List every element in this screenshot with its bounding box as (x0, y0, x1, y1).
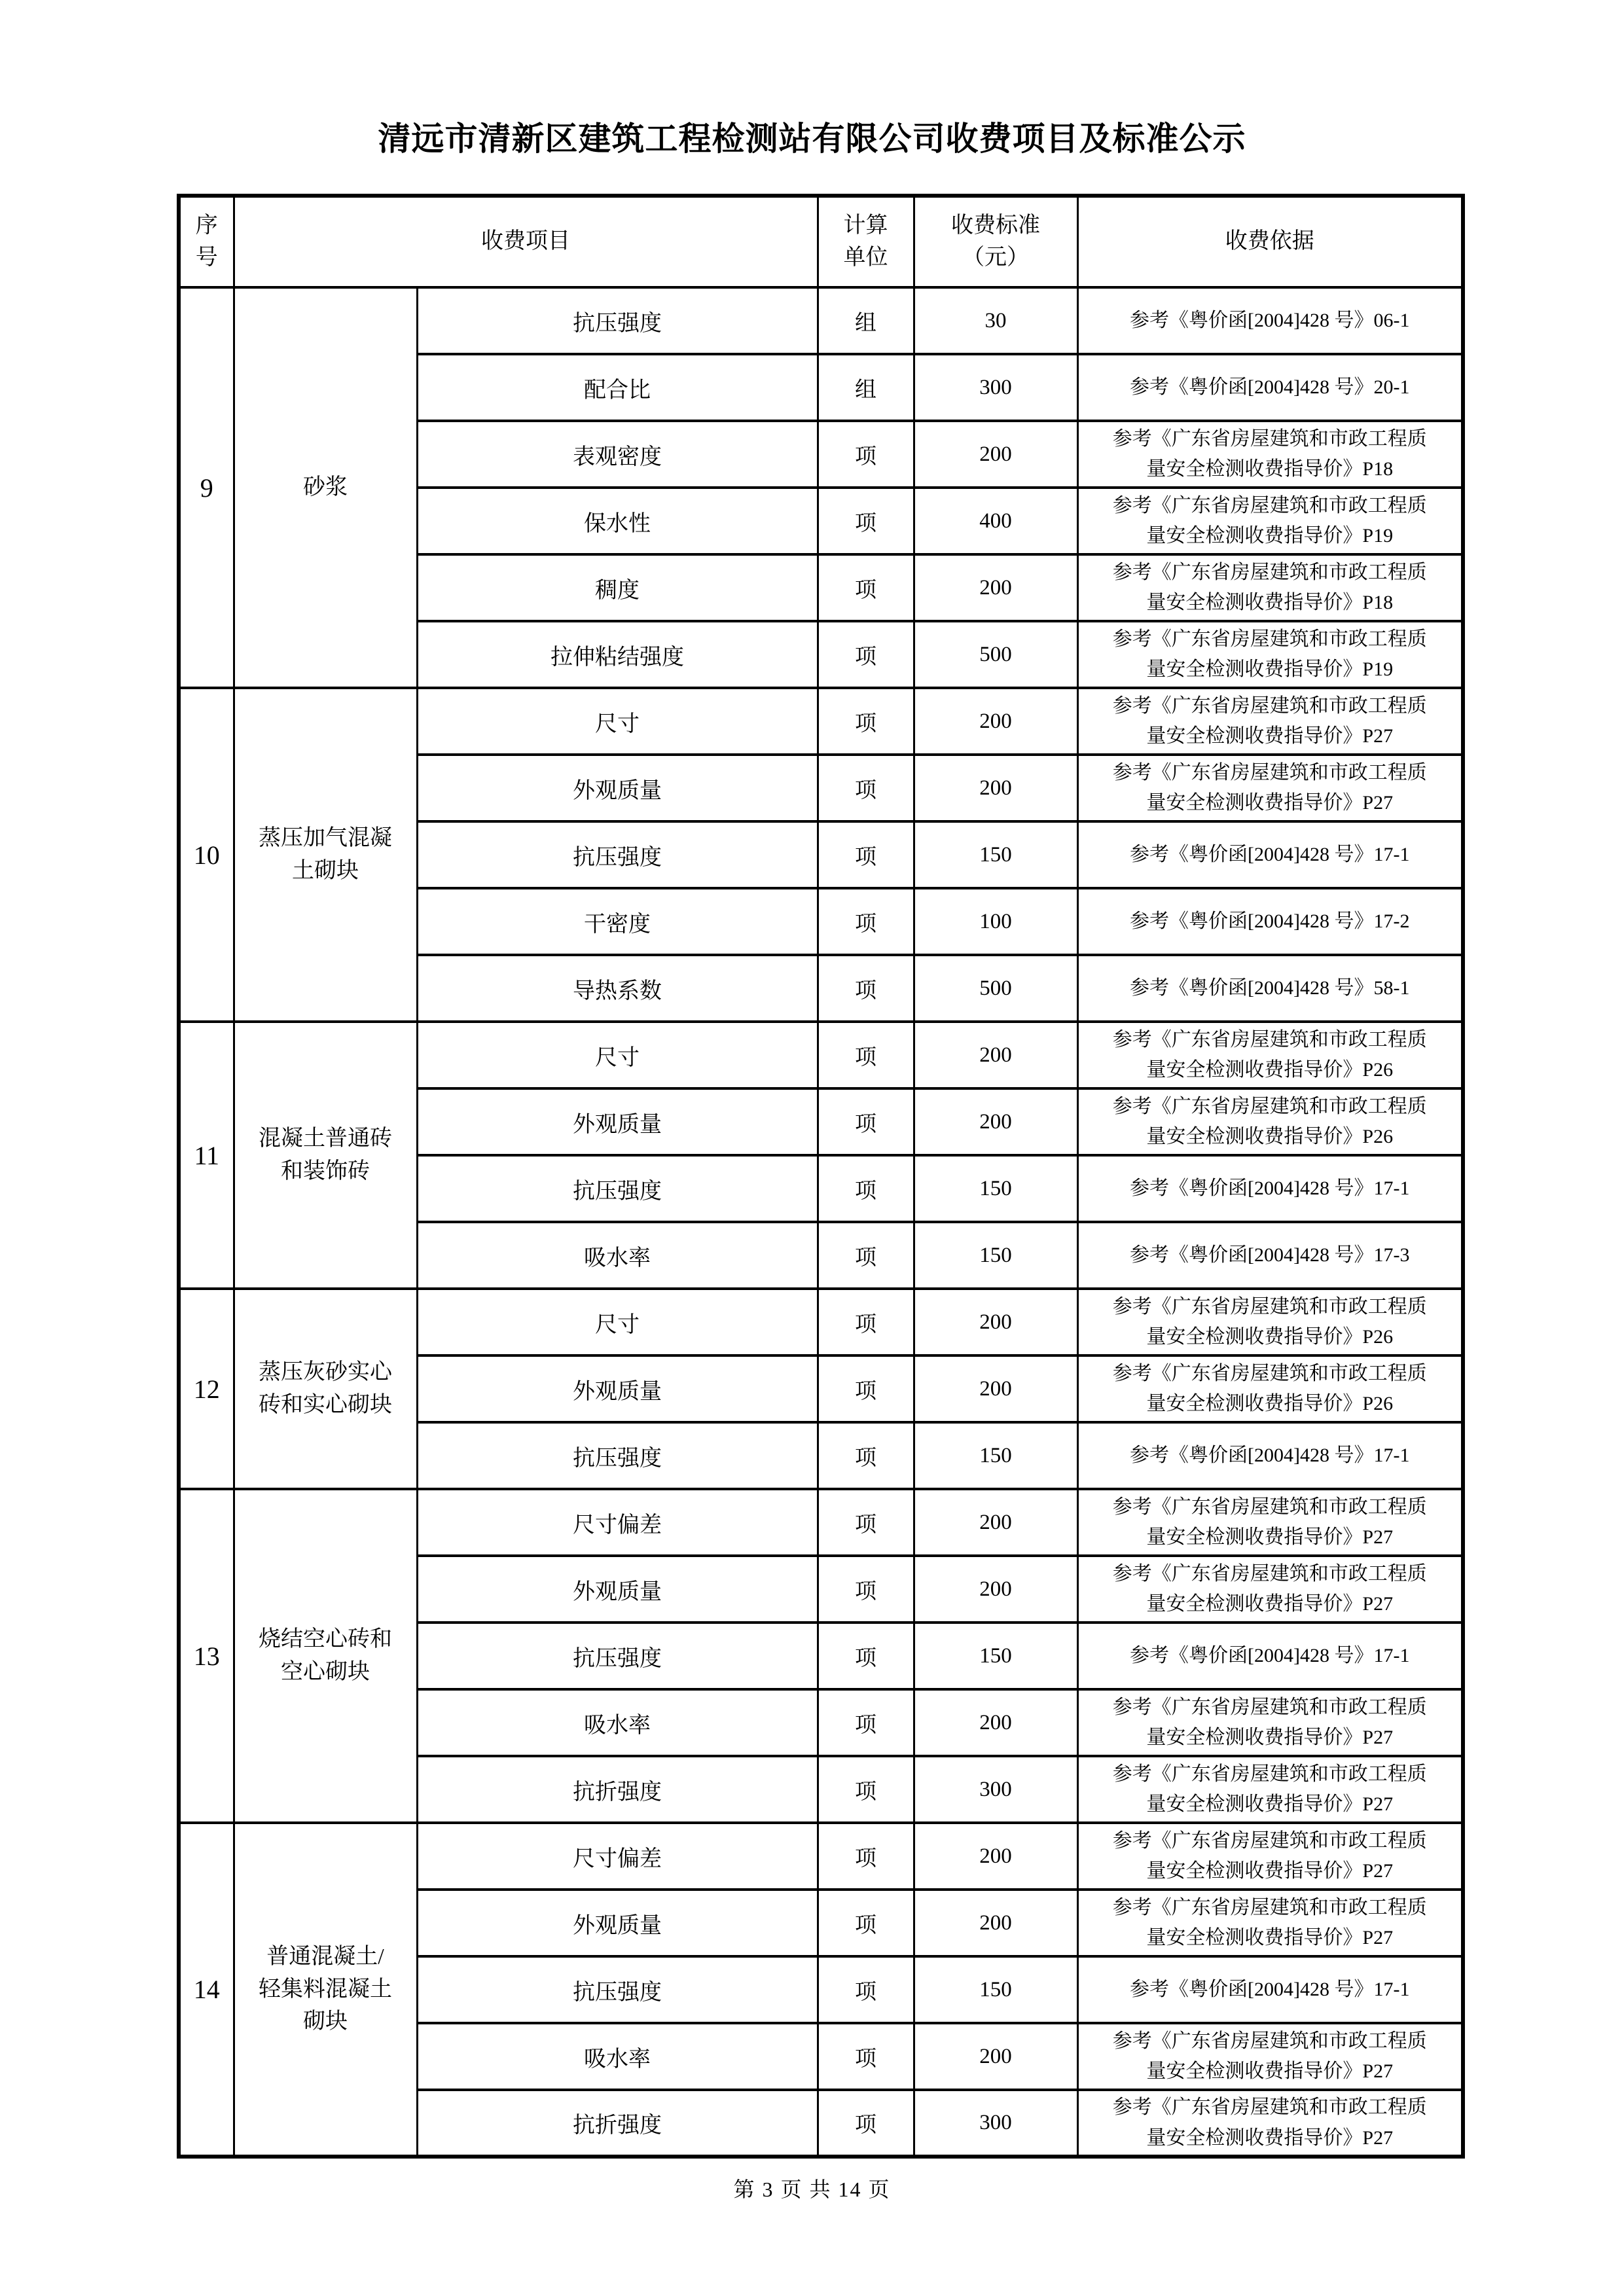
item-fee: 200 (914, 1823, 1077, 1890)
item-unit: 组 (818, 354, 914, 421)
table-row (179, 287, 1463, 354)
item-unit: 项 (818, 2023, 914, 2090)
item-basis: 参考《广东省房屋建筑和市政工程质量安全检测收费指导价》P27 (1077, 1756, 1463, 1823)
header-row (179, 196, 1463, 287)
item-unit: 组 (818, 287, 914, 354)
item-basis: 参考《广东省房屋建筑和市政工程质量安全检测收费指导价》P27 (1077, 2023, 1463, 2090)
item-fee: 150 (914, 1956, 1077, 2023)
item-fee: 300 (914, 354, 1077, 421)
item-unit: 项 (818, 1689, 914, 1756)
item-unit: 项 (818, 888, 914, 955)
item-unit: 项 (818, 1222, 914, 1289)
table-row (179, 1022, 1463, 1088)
header-unit: 计算单位 (818, 196, 914, 287)
group-category: 烧结空心砖和空心砌块 (234, 1489, 417, 1823)
item-basis: 参考《广东省房屋建筑和市政工程质量安全检测收费指导价》P27 (1077, 688, 1463, 755)
item-unit: 项 (818, 1355, 914, 1422)
fee-table (177, 194, 1465, 2159)
item-fee: 200 (914, 421, 1077, 488)
item-name: 干密度 (417, 888, 818, 955)
item-unit: 项 (818, 1289, 914, 1355)
item-name: 抗压强度 (417, 287, 818, 354)
group-index: 13 (179, 1489, 234, 1823)
item-basis: 参考《粤价函[2004]428 号》58-1 (1077, 955, 1463, 1022)
item-name: 拉伸粘结强度 (417, 621, 818, 688)
item-name: 抗折强度 (417, 1756, 818, 1823)
item-name: 尺寸 (417, 1022, 818, 1088)
item-basis: 参考《广东省房屋建筑和市政工程质量安全检测收费指导价》P19 (1077, 621, 1463, 688)
header-standard: 收费标准（元） (914, 196, 1077, 287)
item-fee: 150 (914, 1155, 1077, 1222)
item-unit: 项 (818, 1756, 914, 1823)
item-fee: 200 (914, 1088, 1077, 1155)
item-name: 吸水率 (417, 1689, 818, 1756)
item-fee: 300 (914, 2090, 1077, 2157)
group-category: 蒸压加气混凝土砌块 (234, 688, 417, 1022)
item-unit: 项 (818, 1956, 914, 2023)
item-fee: 200 (914, 2023, 1077, 2090)
item-basis: 参考《广东省房屋建筑和市政工程质量安全检测收费指导价》P18 (1077, 554, 1463, 621)
item-fee: 500 (914, 955, 1077, 1022)
page-title: 清远市清新区建筑工程检测站有限公司收费项目及标准公示 (378, 120, 1246, 157)
group-index: 11 (179, 1022, 234, 1289)
group-index: 10 (179, 688, 234, 1022)
item-fee: 200 (914, 1890, 1077, 1956)
item-name: 外观质量 (417, 1088, 818, 1155)
item-name: 表观密度 (417, 421, 818, 488)
item-basis: 参考《广东省房屋建筑和市政工程质量安全检测收费指导价》P27 (1077, 755, 1463, 821)
group-index: 9 (179, 287, 234, 688)
item-name: 外观质量 (417, 1890, 818, 1956)
item-unit: 项 (818, 621, 914, 688)
item-unit: 项 (818, 955, 914, 1022)
table-row (179, 688, 1463, 755)
item-name: 尺寸 (417, 688, 818, 755)
item-basis: 参考《粤价函[2004]428 号》17-1 (1077, 1155, 1463, 1222)
item-fee: 150 (914, 1623, 1077, 1689)
group-category: 砂浆 (234, 287, 417, 688)
item-name: 抗压强度 (417, 1155, 818, 1222)
item-basis: 参考《粤价函[2004]428 号》17-1 (1077, 1623, 1463, 1689)
item-fee: 200 (914, 755, 1077, 821)
item-name: 尺寸偏差 (417, 1489, 818, 1556)
item-fee: 200 (914, 1489, 1077, 1556)
item-name: 吸水率 (417, 1222, 818, 1289)
item-basis: 参考《广东省房屋建筑和市政工程质量安全检测收费指导价》P27 (1077, 1556, 1463, 1623)
item-basis: 参考《粤价函[2004]428 号》17-1 (1077, 821, 1463, 888)
item-unit: 项 (818, 554, 914, 621)
item-basis: 参考《广东省房屋建筑和市政工程质量安全检测收费指导价》P27 (1077, 2090, 1463, 2157)
table-row (179, 1823, 1463, 1890)
item-basis: 参考《广东省房屋建筑和市政工程质量安全检测收费指导价》P26 (1077, 1088, 1463, 1155)
item-fee: 100 (914, 888, 1077, 955)
item-basis: 参考《粤价函[2004]428 号》20-1 (1077, 354, 1463, 421)
item-basis: 参考《粤价函[2004]428 号》17-1 (1077, 1422, 1463, 1489)
item-unit: 项 (818, 1155, 914, 1222)
header-basis: 收费依据 (1077, 196, 1463, 287)
item-fee: 200 (914, 1556, 1077, 1623)
item-name: 抗压强度 (417, 821, 818, 888)
item-name: 保水性 (417, 488, 818, 554)
item-basis: 参考《粤价函[2004]428 号》17-1 (1077, 1956, 1463, 2023)
item-name: 配合比 (417, 354, 818, 421)
group-index: 14 (179, 1823, 234, 2157)
item-fee: 300 (914, 1756, 1077, 1823)
item-name: 抗压强度 (417, 1422, 818, 1489)
item-unit: 项 (818, 421, 914, 488)
item-fee: 150 (914, 1222, 1077, 1289)
item-unit: 项 (818, 488, 914, 554)
item-basis: 参考《广东省房屋建筑和市政工程质量安全检测收费指导价》P27 (1077, 1489, 1463, 1556)
header-item: 收费项目 (234, 196, 818, 287)
item-unit: 项 (818, 1623, 914, 1689)
item-fee: 30 (914, 287, 1077, 354)
item-name: 外观质量 (417, 1556, 818, 1623)
item-name: 尺寸偏差 (417, 1823, 818, 1890)
item-name: 尺寸 (417, 1289, 818, 1355)
item-basis: 参考《粤价函[2004]428 号》17-3 (1077, 1222, 1463, 1289)
item-unit: 项 (818, 688, 914, 755)
group-category: 蒸压灰砂实心砖和实心砌块 (234, 1289, 417, 1489)
item-unit: 项 (818, 1556, 914, 1623)
item-unit: 项 (818, 755, 914, 821)
item-name: 抗压强度 (417, 1956, 818, 2023)
item-unit: 项 (818, 1823, 914, 1890)
item-fee: 200 (914, 554, 1077, 621)
item-basis: 参考《广东省房屋建筑和市政工程质量安全检测收费指导价》P27 (1077, 1823, 1463, 1890)
item-unit: 项 (818, 821, 914, 888)
table-row (179, 1489, 1463, 1556)
item-basis: 参考《粤价函[2004]428 号》06-1 (1077, 287, 1463, 354)
item-name: 吸水率 (417, 2023, 818, 2090)
item-fee: 200 (914, 688, 1077, 755)
item-basis: 参考《粤价函[2004]428 号》17-2 (1077, 888, 1463, 955)
item-fee: 150 (914, 1422, 1077, 1489)
fee-table-body (179, 287, 1463, 2157)
item-fee: 200 (914, 1289, 1077, 1355)
table-row (179, 1289, 1463, 1355)
item-name: 稠度 (417, 554, 818, 621)
item-basis: 参考《广东省房屋建筑和市政工程质量安全检测收费指导价》P27 (1077, 1689, 1463, 1756)
group-category: 普通混凝土/轻集料混凝土砌块 (234, 1823, 417, 2157)
item-fee: 500 (914, 621, 1077, 688)
group-category: 混凝土普通砖和装饰砖 (234, 1022, 417, 1289)
item-basis: 参考《广东省房屋建筑和市政工程质量安全检测收费指导价》P19 (1077, 488, 1463, 554)
group-index: 12 (179, 1289, 234, 1489)
item-fee: 150 (914, 821, 1077, 888)
item-basis: 参考《广东省房屋建筑和市政工程质量安全检测收费指导价》P26 (1077, 1355, 1463, 1422)
header-index: 序号 (179, 196, 234, 287)
item-unit: 项 (818, 2090, 914, 2157)
item-fee: 200 (914, 1689, 1077, 1756)
item-basis: 参考《广东省房屋建筑和市政工程质量安全检测收费指导价》P26 (1077, 1289, 1463, 1355)
item-fee: 200 (914, 1022, 1077, 1088)
page-number: 第 3 页 共 14 页 (733, 2178, 891, 2201)
item-name: 抗压强度 (417, 1623, 818, 1689)
item-unit: 项 (818, 1022, 914, 1088)
item-unit: 项 (818, 1890, 914, 1956)
item-unit: 项 (818, 1489, 914, 1556)
item-fee: 400 (914, 488, 1077, 554)
item-name: 外观质量 (417, 755, 818, 821)
item-unit: 项 (818, 1422, 914, 1489)
item-name: 外观质量 (417, 1355, 818, 1422)
fee-table-header (179, 196, 1463, 287)
item-unit: 项 (818, 1088, 914, 1155)
item-basis: 参考《广东省房屋建筑和市政工程质量安全检测收费指导价》P27 (1077, 1890, 1463, 1956)
item-basis: 参考《广东省房屋建筑和市政工程质量安全检测收费指导价》P26 (1077, 1022, 1463, 1088)
item-basis: 参考《广东省房屋建筑和市政工程质量安全检测收费指导价》P18 (1077, 421, 1463, 488)
item-name: 抗折强度 (417, 2090, 818, 2157)
item-fee: 200 (914, 1355, 1077, 1422)
item-name: 导热系数 (417, 955, 818, 1022)
